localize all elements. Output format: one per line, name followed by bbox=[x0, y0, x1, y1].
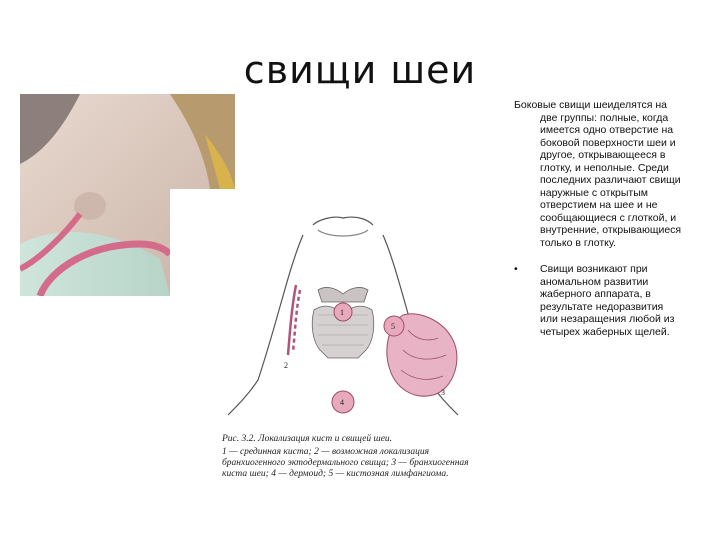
neck-diagram bbox=[218, 190, 468, 430]
label-2: 2 bbox=[284, 361, 288, 370]
thyroid-cartilage bbox=[312, 287, 374, 358]
figure-caption bbox=[222, 434, 472, 480]
caption-body: 1 — срединная киста; 2 — возможная локализация бранхиогенного эктодермального свища; 3 — бранхиогенная киста шеи; 4 — дермоид; 5 — кистозная лимфангиома. bbox=[222, 447, 469, 479]
neck-photo bbox=[20, 94, 235, 296]
fistula-tract-2 bbox=[288, 285, 300, 355]
label-1: 1 bbox=[340, 308, 344, 317]
slide-title: свищи шеи bbox=[243, 48, 477, 92]
label-4: 4 bbox=[340, 398, 344, 407]
paragraph-1-text: Боковые свищи шеиделятся на две группы: полные, когда имеется одно отверстие на боковой поверхности шеи и другое, открывающееся в глотку, и неполные. Среди последних различают свищи наружные с открытым отверстием на шее и не сообщающиеся с глоткой, и внутренние, открывающиеся только в глотку. bbox=[514, 99, 682, 249]
paragraph-1 bbox=[514, 99, 684, 249]
label-3: 3 bbox=[441, 388, 445, 397]
caption-title: Рис. 3.2. Локализация кист и свищей шеи. bbox=[222, 434, 393, 444]
label-5: 5 bbox=[391, 322, 395, 331]
text-column bbox=[514, 99, 684, 338]
bullet-text: Свищи возникают при аномальном развитии жаберного аппарата, в результате недоразвития или незаращения любой из четырех жаберных щелей. bbox=[540, 263, 675, 338]
bullet-item-1 bbox=[514, 263, 684, 338]
bullet-marker: • bbox=[514, 263, 518, 275]
